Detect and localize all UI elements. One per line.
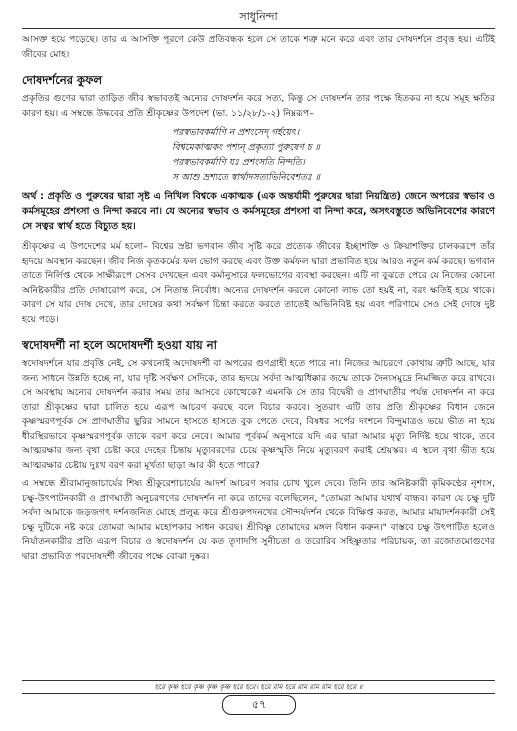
sanskrit-verse xyxy=(172,125,495,185)
verse-line-2: বিশ্বমেকাত্মকং পশ্যন্ প্রকৃত্যা পুরুষেণ চ ॥ xyxy=(172,142,320,153)
verse-line-3: পরস্বভাবকর্মাণি যঃ প্রশংসতি নিন্দতি। xyxy=(172,157,305,168)
paragraph-intro: আসক্ত হয়ে পড়েছে। তার এ আসক্তি পূরণে কেউ প্রতিবন্ধক হলে সে তাকে শত্রু মনে করে এবং তার দোষদর্শনে প্রবৃত্ত হয়। এটিই জীবের মোহ। xyxy=(22,34,495,60)
header-rule xyxy=(22,28,495,29)
section-heading-sva-dosh: স্বদোষদর্শী না হলে অদোষদর্শী হওয়া যায় না xyxy=(22,338,217,352)
verse-meaning: অর্থ : প্রকৃতি ও পুরুষের দ্বারা সৃষ্ট এ নিখিল বিশ্বকে একাত্মক (এক অন্তর্যামী পুরুষের দ্বারা নিয়ন্ত্রিত) জেনে অপরের স্বভাব ও কর্মসমূহের প্রশংসা ও নিন্দা করবে না। যে অন্যের স্বভাব ও কর্মসমূহের প্রশংসা বা নিন্দা করে, অসৎবস্তুতে অভিনিবেশের কারণে সে সত্বর স্বার্থ হতে বিচ্যুত হয়। xyxy=(22,191,495,232)
section-heading-dosh-darshan: দোষদর্শনের কুফল xyxy=(22,73,103,87)
verse-line-4: স আশু ভ্রশ্যতে স্বার্থাদসত্যভিনিবেশতঃ ॥ xyxy=(172,172,320,183)
page-number: ৫৭ xyxy=(222,695,296,715)
footer-mantra: হরে কৃষ্ণ হরে কৃষ্ণ কৃষ্ণ কৃষ্ণ হরে হরে। হরে রাম হরে রাম রাম রাম হরে হরে ॥ xyxy=(22,680,495,694)
page-body xyxy=(22,8,495,564)
paragraph-krishna-teaching: শ্রীকৃষ্ণের এ উপদেশের মর্ম হলো– বিশ্বের স্রষ্টা ভগবান জীব সৃষ্টি করে প্রত্যেক জীবের ইচ্ছাশক্তি ও ক্রিয়াশক্তির চালকরূপে তাঁর হৃদয়ে অবস্থান করছেন। জীব নিজ কৃতকর্মের ফল ভোগ করছে এবং উক্ত কর্মফল দ্বারা প্রভাবিত হয়ে আরও নতুন কর্ম করছে। ভগবান তাতে নির্লিপ্ত থেকে সাক্ষীরূপে সেসব দেখছেন এবং কর্মানুসারে ফলভোগের ব্যবস্থা করছেন। এটি না বুঝতে পেরে যে নিজের কোনো অনিষ্টকারীর প্রতি দোষারোপ করে, সে নিতান্ত নির্বোধ। অন্যের দোষদর্শন করলে কোনো লাভ তো হয়ই না, বরং ক্ষতিই হয়ে থাকে। কারণ সে যার দোষ দেখে, তার দোষের কথা সর্বক্ষণ চিন্তা করতে করতে তাতেই অভিনিবিষ্ট হয় এবং পরিণামে সেও সেই দোষে দুষ্ট হয়ে পড়ে। xyxy=(22,241,495,325)
running-head-title: সাধুনিন্দা xyxy=(239,10,278,23)
paragraph-nature: প্রকৃতির গুণের দ্বারা তাড়িত জীব স্বভাবতই অন্যের দোষদর্শন করে সত্য, কিন্তু সে দোষদর্শন তার পক্ষে হিতকর না হয়ে সমূহ ক্ষতির কারণ হয়। এ সম্বন্ধে উদ্ধবের প্রতি শ্রীকৃষ্ণের উপদেশ (ভা. ১১/২৮/১-২) নিম্নরূপ– xyxy=(22,93,495,119)
verse-line-1: পরস্বভাবকর্মাণি ন প্রশংসেদ্ গর্হয়েৎ। xyxy=(172,127,300,138)
paragraph-self-fault: স্বদোষদর্শনে যার প্রবৃত্তি নেই, সে কখনোই অদোষদর্শী বা অপরের গুণগ্রাহী হতে পারে না। নিজের আচরণে কোথায় ত্রুটি আছে, যার জন্য সাধনে উন্নতি হচ্ছে না, যার দৃষ্টি সর্বক্ষণ সেদিকে, তার হৃদয়ে সর্বদা আত্মধিক্কার জন্মে তাকে দৈন্যসমুদ্রে নিমজ্জিত করে রাখবে। সে অবস্থায় অন্যের দোষদর্শন করার সময় তার আসবে কোত্থেকে? এমনকি সে তার বিদ্বেষী ও প্রাণঘাতীর পর্যন্ত দোষদর্শন না করে তারা শ্রীকৃষ্ণের দ্বারা চালিত হয়ে এরূপ আচরণ করছে বলে বিচার করবে। সুতরাং এটি তার প্রতি শ্রীকৃষ্ণের বিধান জেনে কৃষ্ণস্মরণপূর্বক সে প্রাণঘাতীর ছুরির সামনে হাসতে হাসতে বুক পেতে দেবে, বিষধর সর্পের দংশনে বিন্দুমাত্রও ভয়ে ভীত না হয়ে ধীরস্থিরভাবে কৃষ্ণস্মরণপূর্বক তাকে বরণ করে নেবে। আমার পূর্বকর্ম অনুসারে যদি এর দ্বারা আমার মৃত্যু নির্দিষ্ট হয়ে থাকে, তবে আত্মরক্ষার জন্য বৃথা চেষ্টা করে দেহের চিন্তায় মৃত্যুবরণের চেয়ে কৃষ্ণস্মৃতি নিয়ে মৃত্যুবরণ করাই শ্রেয়স্কর। এ স্থলে বৃথা ভীত হয়ে আত্মরক্ষার চেষ্টায় দুঃখ বরণ করা মূর্খতা ছাড়া আর কী হতে পারে? xyxy=(22,358,495,471)
paragraph-kuresh: এ সম্বন্ধে শ্রীরামানুজাচার্যের শিষ্য শ্রীকুরেশাচার্যের আদর্শ আচরণ সবার চোখ খুলে দেবে। তিনি তার অনিষ্টকারী কৃমিকণ্ঠের নৃশংস, চক্ষু-উৎপাটনকারী ও প্রাণঘাতী অনুচরগণের দোষদর্শন না করে তাদের বলেছিলেন, "তোমরা আমার যথার্থ বান্ধব। কারণ যে চক্ষু দুটি সর্বদা আমাকে জড়জগৎ দর্শনজনিত মোহে প্রলুব্ধ করে শ্রীগুরুপদনখের সৌন্দর্যদর্শন থেকে বিক্ষিপ্ত করত, আমার মায়াদর্শনকারী সেই চক্ষু দুটিকে নষ্ট করে তোমরা আমার মহোপকার সাধন করেছ। শ্রীবিষ্ণু তোমাদের মঙ্গল বিধান করুন।" বাস্তবে চক্ষু উৎপাটিত হলেও নির্যাতনকারীর প্রতি এরূপ বিচার ও স্বদোষদর্শন যে কত তৃণাদপি সুনীচতা ও তরোরিব সহিষ্ণুতার পরিচায়ক, তা রজোতমোগুণের দ্বারা প্রভাবিত পরদোষদর্শী জীবের পক্ষে বোঝা দুষ্কর। xyxy=(22,478,495,562)
